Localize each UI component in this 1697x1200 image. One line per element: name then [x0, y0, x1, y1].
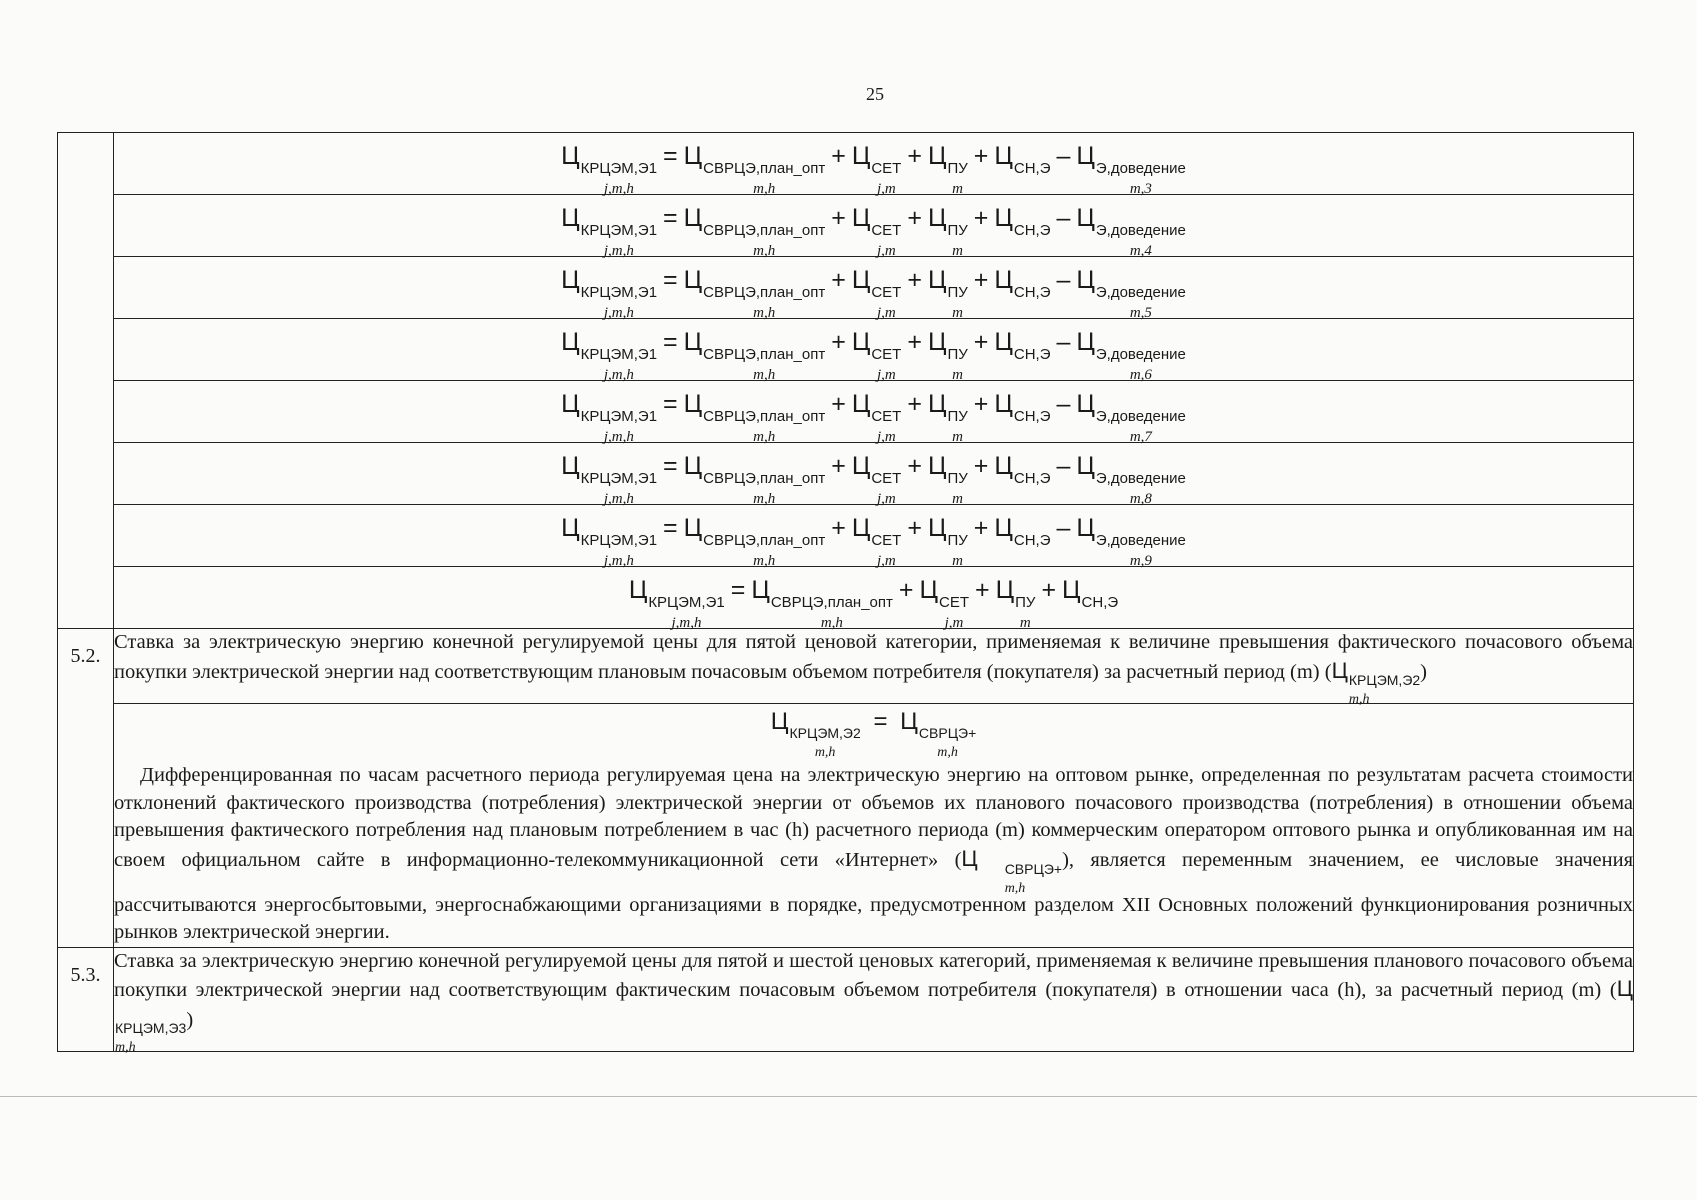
- section-5-3-heading: Ставка за электрическую энергию конечной регулируемой цены для пятой и шестой ценовых категорий, применяемая к величине превышения планового почасового объема покупки электрической энергии над соответствующим фактическим почасовым объемом потребителя (покупателя) в отношении часа (h), за расчетный период (m) (Ц КРЦЭМ,Э3 m,h ): [114, 947, 1634, 1052]
- formula: Ц КРЦЭМ,Э1 j,m,h = Ц СВРЦЭ,план_опт m,h + Ц СЕТ j,m + Ц ПУ m + Ц СН,Э – Ц Э,доведение m,7: [561, 389, 1186, 446]
- formula-e2: Ц КРЦЭМ,Э2 m,h = Ц СВРЦЭ+ m,h: [770, 708, 977, 761]
- formula-row: [114, 381, 1634, 446]
- formula: Ц КРЦЭМ,Э1 j,m,h = Ц СВРЦЭ,план_опт m,h + Ц СЕТ j,m + Ц ПУ m + Ц СН,Э – Ц Э,доведение m,8: [561, 451, 1186, 508]
- formula-row: [114, 195, 1634, 260]
- section-5-2-paragraph: Дифференцированная по часам расчетного периода регулируемая цена на электрическую энергию на оптовом рынке, определенная по результатам расчета стоимости отклонений фактического производства (потребления) электрической энергии от объемов их планового почасового производства (потребления) в отношении объема превышения фактического потребления над плановым потреблением в час (h) расчетного периода (m) коммерческим оператором оптового рынка и опубликованная им на своем официальном сайте в информационно-телекоммуникационной сети «Интернет» (Ц СВРЦЭ+ m,h ), является переменным значением, ее числовые значения рассчитываются энергосбытовыми, энергоснабжающими организациями в порядке, предусмотренном разделом XII Основных положений функционирования розничных рынков электрической энергии.: [114, 764, 1634, 944]
- number-cell-5-2: 5.2.: [58, 629, 114, 948]
- number-cell-5-3: 5.3.: [58, 947, 114, 1052]
- scan-edge-line: [0, 1096, 1697, 1097]
- symbol-svrce-plus: Ц СВРЦЭ+ m,h: [961, 845, 1063, 896]
- formula: Ц КРЦЭМ,Э1 j,m,h = Ц СВРЦЭ,план_опт m,h + Ц СЕТ j,m + Ц ПУ m + Ц СН,Э – Ц Э,доведение m,3: [561, 141, 1186, 198]
- symbol-krcem-e3: Ц КРЦЭМ,Э3 m,h: [115, 976, 1633, 1056]
- formula-row: [114, 443, 1634, 508]
- formula: Ц КРЦЭМ,Э1 j,m,h = Ц СВРЦЭ,план_опт m,h + Ц СЕТ j,m + Ц ПУ m + Ц СН,Э: [628, 575, 1119, 632]
- formula: Ц КРЦЭМ,Э1 j,m,h = Ц СВРЦЭ,план_опт m,h + Ц СЕТ j,m + Ц ПУ m + Ц СН,Э – Ц Э,доведение m,5: [561, 265, 1186, 322]
- formula-row: [114, 505, 1634, 570]
- formula-row: [114, 257, 1634, 322]
- number-cell-5-1: [58, 133, 114, 629]
- formula: Ц КРЦЭМ,Э1 j,m,h = Ц СВРЦЭ,план_опт m,h + Ц СЕТ j,m + Ц ПУ m + Ц СН,Э – Ц Э,доведение m,6: [561, 327, 1186, 384]
- formula-row: [114, 567, 1634, 632]
- page-number: 25: [866, 84, 884, 104]
- formula: Ц КРЦЭМ,Э1 j,m,h = Ц СВРЦЭ,план_опт m,h + Ц СЕТ j,m + Ц ПУ m + Ц СН,Э – Ц Э,доведение m,9: [561, 513, 1186, 570]
- section-5-2-body: [114, 704, 1634, 947]
- formula-row: [114, 133, 1634, 198]
- formula: Ц КРЦЭМ,Э1 j,m,h = Ц СВРЦЭ,план_опт m,h + Ц СЕТ j,m + Ц ПУ m + Ц СН,Э – Ц Э,доведение m,4: [561, 203, 1186, 260]
- tariff-table: [57, 132, 1634, 1056]
- symbol-krcem-e2: Ц КРЦЭМ,Э2 m,h: [1331, 657, 1421, 708]
- formula-row: [114, 319, 1634, 384]
- section-5-2-heading: Ставка за электрическую энергию конечной регулируемой цены для пятой ценовой категории, применяемая к величине превышения фактического почасового объема покупки электрической энергии над соответствующим плановым почасовым объемом потребителя (покупателя) за расчетный период (m) (Ц КРЦЭМ,Э2 m,h ): [114, 629, 1634, 704]
